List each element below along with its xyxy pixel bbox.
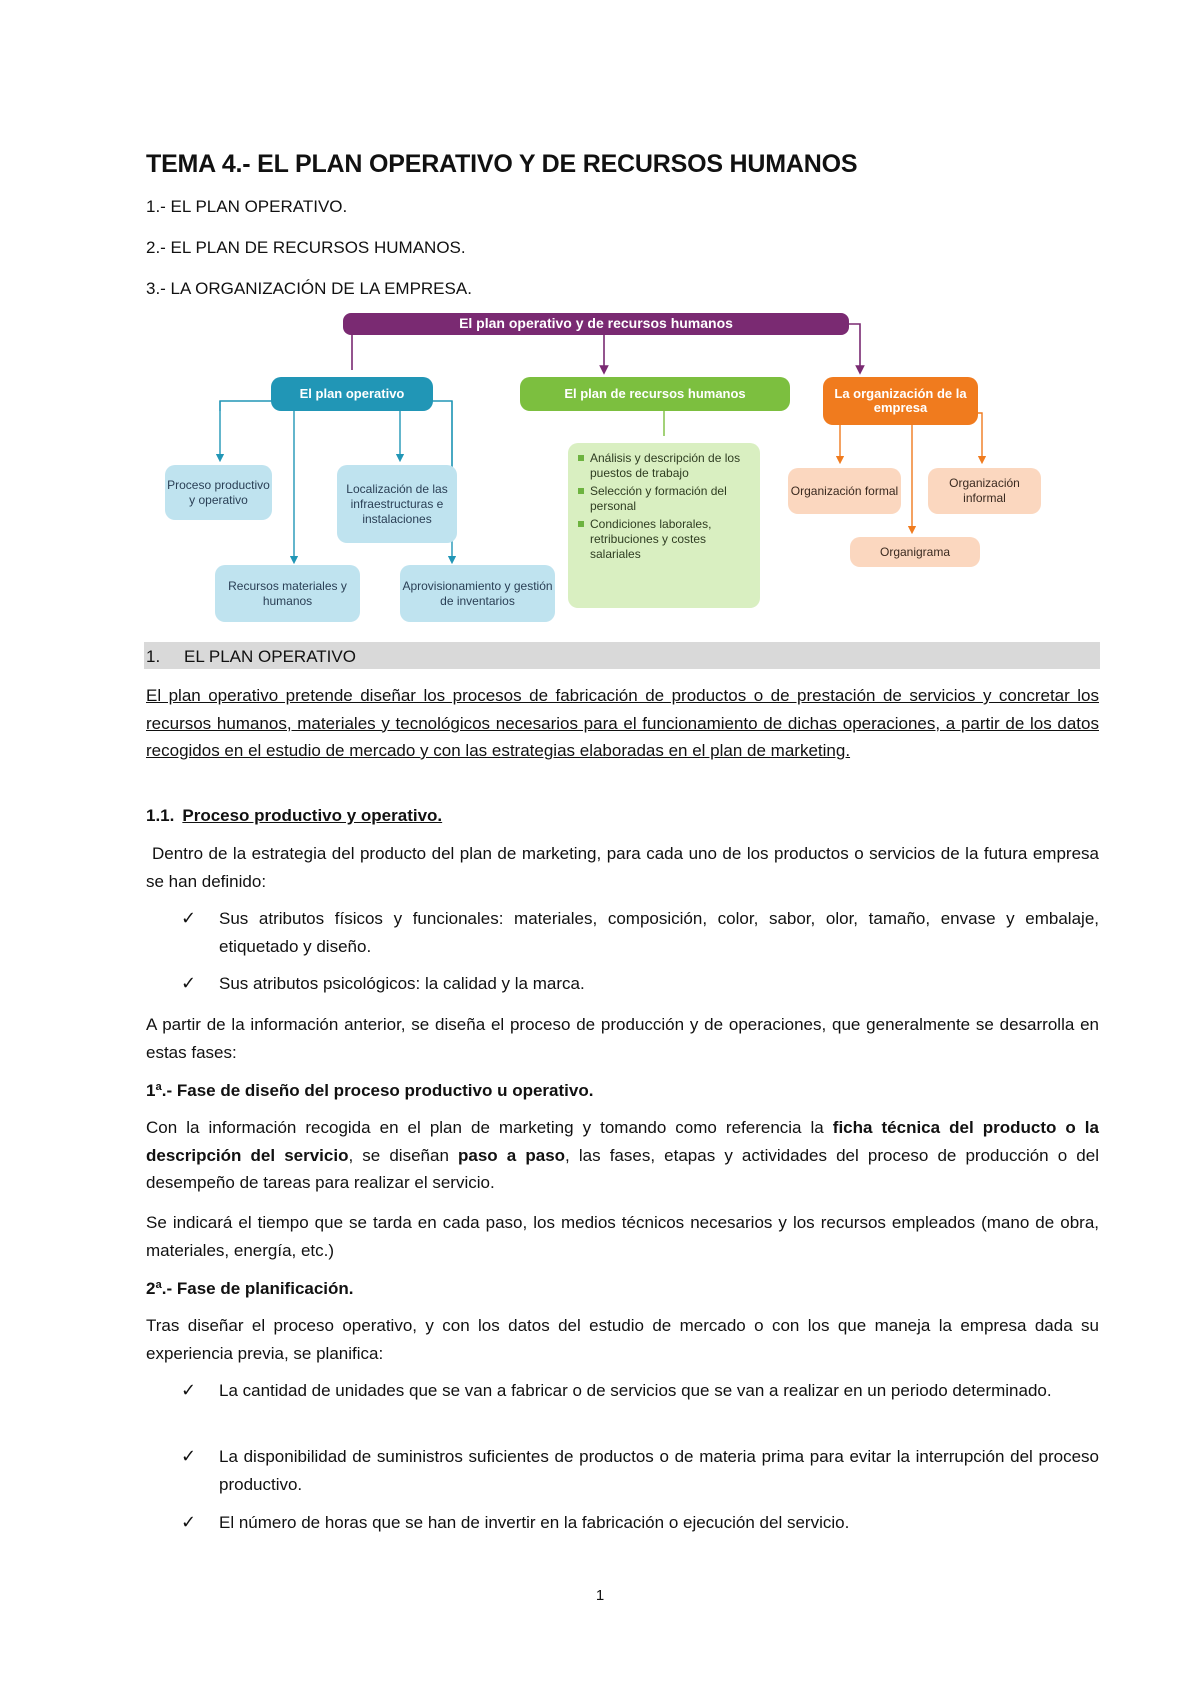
check-item: [181, 1443, 1099, 1498]
bullet-square-icon: [578, 455, 584, 461]
section-number: 1.: [146, 647, 161, 666]
check-item: [181, 970, 1099, 998]
diagram-aprovisionamiento: Aprovisionamiento y gestión de inventarios: [400, 565, 555, 622]
checkmark-icon: ✓: [181, 1380, 197, 1401]
p3-text-c: , se diseñan: [348, 1145, 459, 1165]
diagram-rrhh-item: [578, 517, 750, 562]
diagram-rrhh-item-text: Análisis y descripción de los puestos de trabajo: [590, 451, 741, 480]
diagram-plan-rrhh: El plan de recursos humanos: [520, 377, 790, 411]
toc-item-2: 2.- EL PLAN DE RECURSOS HUMANOS.: [146, 238, 466, 257]
subsection-number: 1.1.: [146, 806, 175, 825]
diagram-org-formal: Organización formal: [788, 468, 901, 514]
diagram-proceso-productivo: Proceso productivo y operativo: [165, 465, 272, 520]
paragraph-3: [146, 1114, 1099, 1197]
paragraph-4: Se indicará el tiempo que se tarda en cada paso, los medios técnicos necesarios y los recursos empleados (mano de obra, materiales, energía, etc.): [146, 1213, 1099, 1260]
check-item: [181, 1377, 1099, 1405]
diagram-rrhh-list: [568, 443, 760, 608]
subsection-heading: [146, 806, 442, 826]
concept-diagram: [167, 310, 1020, 625]
paragraph-5: Tras diseñar el proceso operativo, y con los datos del estudio de mercado o con los que maneja la empresa dada su experiencia previa, se planifica:: [146, 1316, 1099, 1363]
toc-item-3: 3.- LA ORGANIZACIÓN DE LA EMPRESA.: [146, 279, 472, 298]
diagram-organizacion: La organización de la empresa: [823, 377, 978, 425]
p3-bold-b: ficha técnica del producto o la descripción del servicio: [146, 1118, 1099, 1165]
page-title: TEMA 4.- EL PLAN OPERATIVO Y DE RECURSOS HUMANOS: [146, 150, 858, 178]
diagram-plan-operativo: El plan operativo: [271, 377, 433, 411]
intro-paragraph: El plan operativo pretende diseñar los procesos de fabricación de productos o de prestación de servicios y concretar los recursos humanos, materiales y tecnológicos necesarios para el funcionamiento de dichas operaciones, a partir de los datos recogidos en el estudio de mercado y con las estrategias elaboradas en el plan de marketing.: [146, 686, 1099, 760]
diagram-recursos: Recursos materiales y humanos: [215, 565, 360, 622]
p3-bold-d: paso a paso: [458, 1145, 566, 1165]
check-item-text: El número de horas que se han de invertir en la fabricación o ejecución del servicio.: [219, 1513, 850, 1532]
phase-2-heading: 2ª.- Fase de planificación.: [146, 1279, 354, 1298]
page-number: 1: [595, 1587, 605, 1604]
checkmark-icon: ✓: [181, 908, 197, 929]
check-item-text: La disponibilidad de suministros suficientes de productos o de materia prima para evitar la interrupción del proceso productivo.: [219, 1447, 1099, 1494]
checkmark-icon: ✓: [181, 1512, 197, 1533]
diagram-org-informal: Organización informal: [928, 468, 1041, 514]
diagram-root: El plan operativo y de recursos humanos: [343, 313, 849, 335]
diagram-rrhh-item-text: Selección y formación del personal: [590, 484, 727, 513]
diagram-organigrama: Organigrama: [850, 537, 980, 567]
p3-text-a: Con la información recogida en el plan de marketing y tomando como referencia la: [146, 1118, 833, 1137]
toc-item-1: 1.- EL PLAN OPERATIVO.: [146, 197, 348, 216]
diagram-localizacion: Localización de las infraestructuras e instalaciones: [337, 465, 457, 543]
diagram-rrhh-item-text: Condiciones laborales, retribuciones y costes salariales: [590, 517, 712, 561]
phase-1-heading: 1ª.- Fase de diseño del proceso productivo u operativo.: [146, 1081, 594, 1100]
section-title: EL PLAN OPERATIVO: [184, 647, 356, 666]
p3-text-e: , las fases, etapas y actividades del proceso de producción o del desempeño de tareas para realizar el servicio.: [146, 1145, 1099, 1192]
subsection-title: Proceso productivo y operativo.: [182, 806, 443, 825]
check-item-text: Sus atributos psicológicos: la calidad y la marca.: [219, 974, 585, 993]
checkmark-icon: ✓: [181, 1446, 197, 1467]
bullet-square-icon: [578, 521, 584, 527]
checkmark-icon: ✓: [181, 973, 197, 994]
paragraph-1: Dentro de la estrategia del producto del plan de marketing, para cada uno de los productos o servicios de la futura empresa se han definido:: [146, 844, 1099, 891]
bullet-square-icon: [578, 488, 584, 494]
paragraph-2: A partir de la información anterior, se diseña el proceso de producción y de operaciones, que generalmente se desarrolla en estas fases:: [146, 1015, 1099, 1062]
diagram-rrhh-item: [578, 451, 750, 481]
check-item-text: La cantidad de unidades que se van a fabricar o de servicios que se van a realizar en un periodo determinado.: [219, 1381, 1052, 1400]
check-item-text: Sus atributos físicos y funcionales: materiales, composición, color, sabor, olor, tamaño, envase y embalaje, etiquetado y diseño.: [219, 909, 1099, 956]
diagram-rrhh-item: [578, 484, 750, 514]
check-item: [181, 905, 1099, 960]
check-item: [181, 1509, 1099, 1537]
